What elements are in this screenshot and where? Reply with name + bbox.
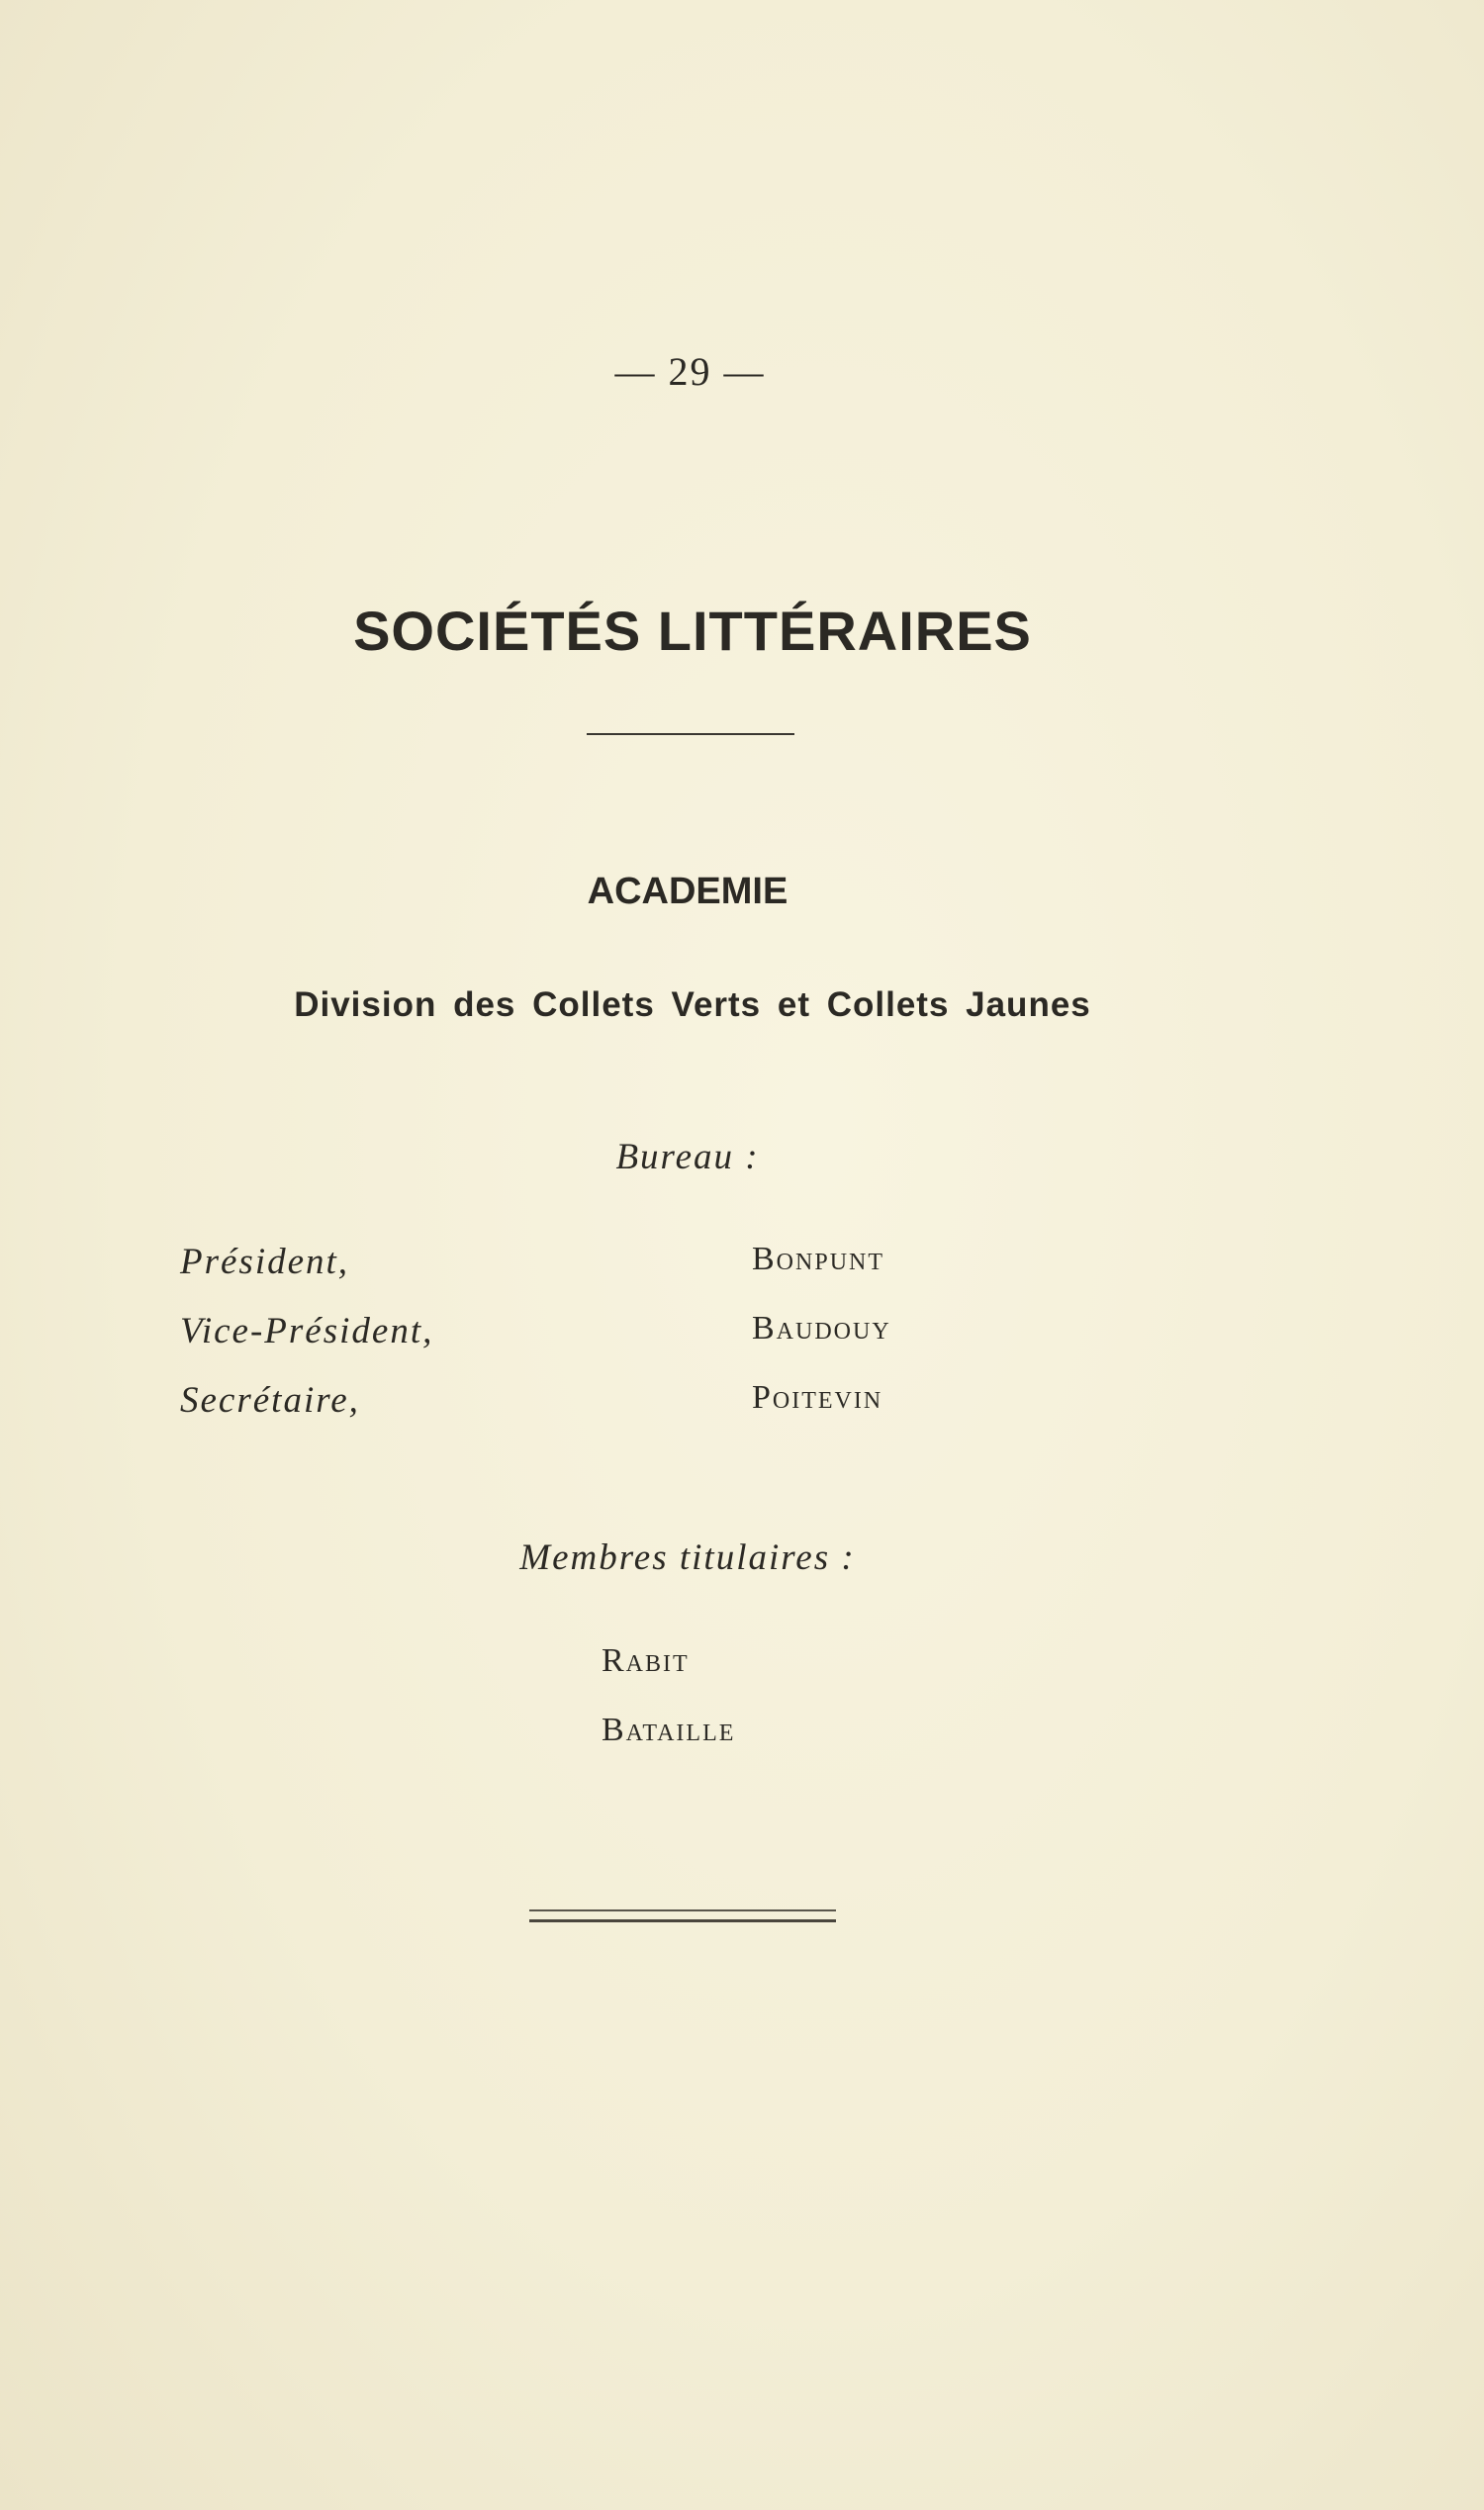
page-number: — 29 —	[614, 349, 766, 394]
role-president: Président,	[180, 1242, 350, 1282]
name-secretary: Poitevin	[752, 1379, 883, 1416]
role-secretary: Secrétaire,	[180, 1380, 360, 1421]
members-label: Membres titulaires :	[519, 1537, 856, 1578]
section-heading-academy: ACADEMIE	[587, 871, 788, 912]
name-vice-president: Baudouy	[752, 1310, 891, 1347]
role-vice-president: Vice-Président,	[180, 1311, 434, 1351]
closing-rule	[529, 1909, 836, 1922]
member-name: Rabit	[602, 1642, 690, 1679]
bureau-label: Bureau :	[615, 1137, 760, 1177]
name-president: Bonpunt	[752, 1241, 885, 1277]
division-subtitle: Division des Collets Verts et Collets Jaunes	[294, 985, 1091, 1024]
title-divider	[587, 733, 794, 735]
member-name: Bataille	[602, 1712, 736, 1748]
page-title: SOCIÉTÉS LITTÉRAIRES	[353, 600, 1032, 662]
